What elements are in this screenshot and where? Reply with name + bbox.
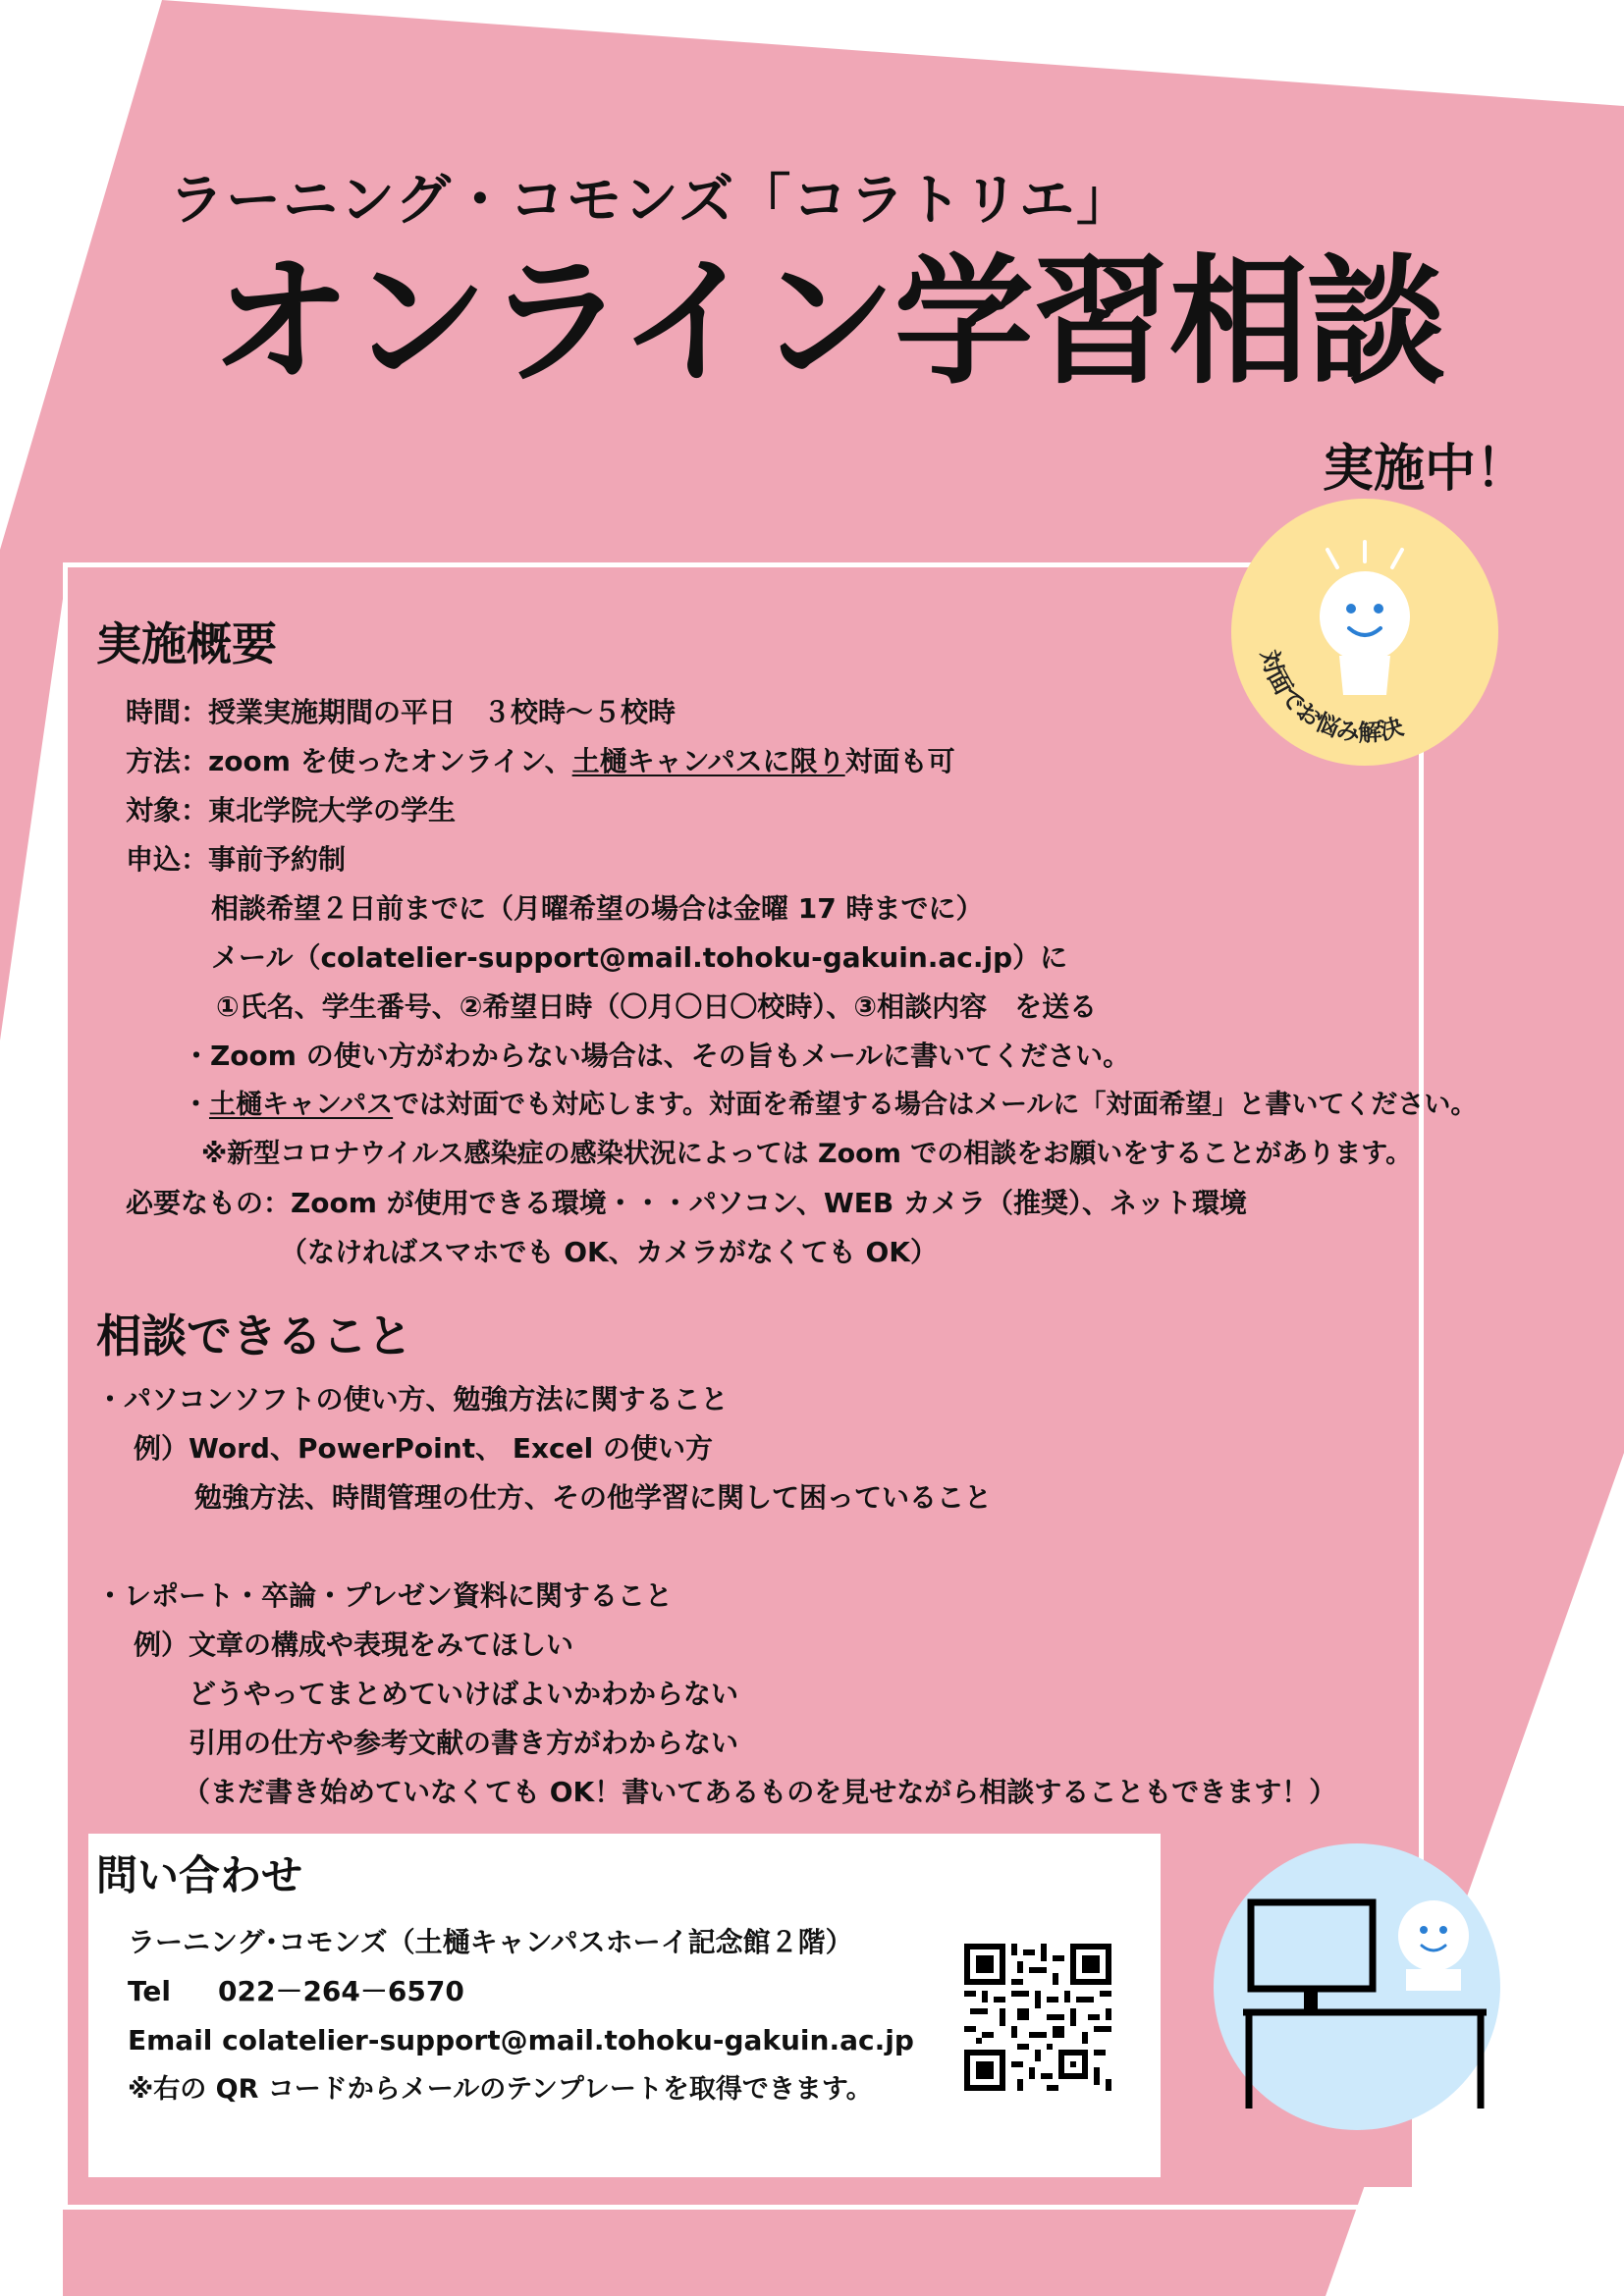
status-text: 実施中！ bbox=[1323, 440, 1528, 499]
contact-qr-note: ※右の QR コードからメールのテンプレートを取得できます。 bbox=[128, 2074, 873, 2105]
qr-code[interactable] bbox=[964, 1944, 1111, 2091]
contact-email[interactable]: Email colatelier-support@mail.tohoku-gakuin.ac.jp bbox=[128, 2024, 914, 2056]
overview-method: 方法：zoom を使ったオンライン、土樋キャンパスに限り対面も可 bbox=[126, 745, 955, 777]
contact-place: ラーニング･コモンズ（土樋キャンパスホーイ記念館２階） bbox=[128, 1926, 853, 1958]
topic-report-example: 例）文章の構成や表現をみてほしい bbox=[134, 1629, 574, 1661]
person-at-computer-illustration bbox=[1214, 1843, 1500, 2130]
badge-art bbox=[1231, 499, 1498, 766]
overview-apply: 申込：事前予約制 bbox=[126, 843, 347, 876]
contact-tel: 022－264－6570 bbox=[218, 1975, 464, 2007]
overview-needs: 必要なもの：Zoom が使用できる環境・・・パソコン、WEB カメラ（推奨）、ネット環境 bbox=[126, 1187, 1248, 1219]
overview-heading: 実施概要 bbox=[96, 617, 277, 670]
overview-mail: メール（colatelier-support@mail.tohoku-gakuin.ac.jp）に bbox=[211, 941, 1068, 974]
topic-report-note: （まだ書き始めていなくても OK！書いてあるものを見せながら相談することもできます！） bbox=[183, 1776, 1337, 1808]
overview-note-face: ・土樋キャンパスでは対面でも対応します。対面を希望する場合はメールに「対面希望」と書いてください。 bbox=[183, 1090, 1478, 1120]
topic-pc-example: 例）Word、PowerPoint、 Excel の使い方 bbox=[134, 1432, 713, 1465]
page-title: オンライン学習相談 bbox=[211, 241, 1444, 403]
topic-pc: ・パソコンソフトの使い方、勉強方法に関すること bbox=[96, 1383, 729, 1415]
topic-pc-example-2: 勉強方法、時間管理の仕方、その他学習に関して困っていること bbox=[194, 1481, 993, 1514]
contact-heading: 問い合わせ bbox=[96, 1851, 303, 1899]
overview-time: 時間：授業実施期間の平日 ３校時～５校時 bbox=[126, 696, 677, 728]
badge-text: 対面でお悩み解決 bbox=[1255, 646, 1407, 747]
topics-heading: 相談できること bbox=[96, 1309, 412, 1362]
topic-report-example-2: どうやってまとめていけばよいかわからない bbox=[189, 1678, 739, 1710]
overview-needs-note: （なければスマホでも OK、カメラがなくても OK） bbox=[280, 1236, 938, 1268]
overview-items: ①氏名、学生番号、②希望日時（〇月〇日〇校時）、③相談内容 を送る bbox=[216, 990, 1098, 1023]
smiley-icon bbox=[1320, 571, 1410, 662]
overview-note-covid: ※新型コロナウイルス感染症の感染状況によっては Zoom での相談をお願いをすることがあります。 bbox=[201, 1139, 1413, 1169]
subtitle: ラーニング・コモンズ「コラトリエ」 bbox=[169, 169, 1134, 233]
contact-tel-label: Tel bbox=[128, 1975, 171, 2007]
overview-deadline: 相談希望２日前までに（月曜希望の場合は金曜 17 時までに） bbox=[211, 892, 984, 925]
topic-report: ・レポート・卒論・プレゼン資料に関すること bbox=[96, 1579, 673, 1612]
topic-report-example-3: 引用の仕方や参考文献の書き方がわからない bbox=[189, 1727, 739, 1759]
overview-target: 対象：東北学院大学の学生 bbox=[126, 794, 457, 827]
overview-note-zoom: ・Zoom の使い方がわからない場合は、その旨もメールに書いてください。 bbox=[183, 1040, 1131, 1072]
